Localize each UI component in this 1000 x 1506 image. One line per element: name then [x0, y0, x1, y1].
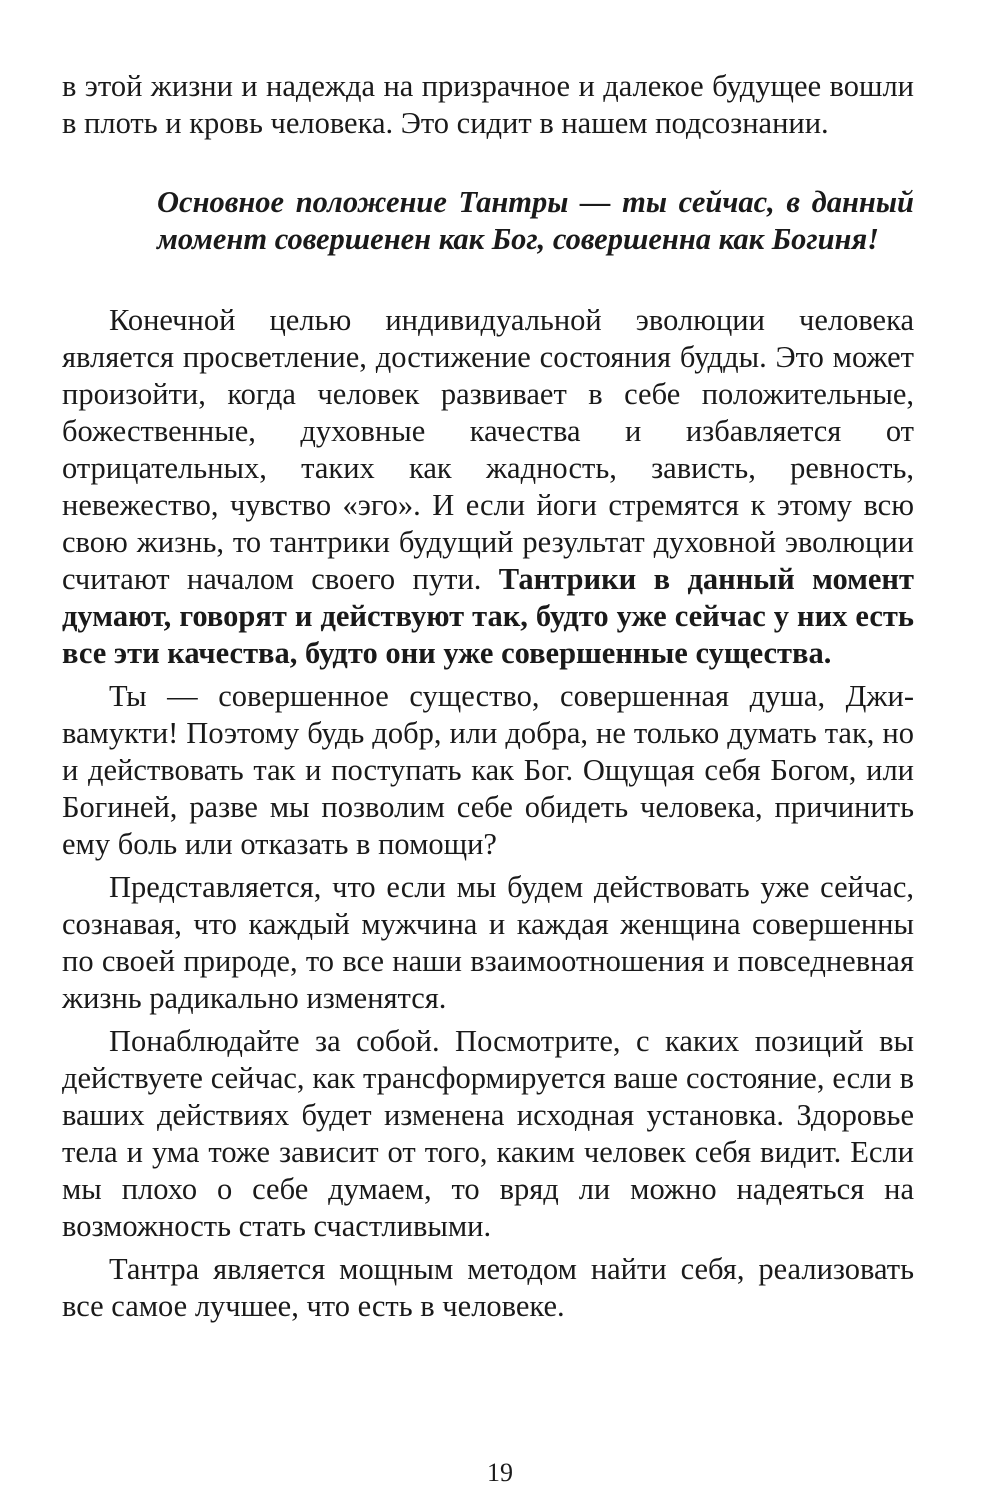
paragraph-1-bold-text: Тантрики в данный момент думают, говорят и действуют так, будто уже сейчас у них есть все эти качества, будто они уже совершенные существа. [62, 562, 914, 670]
page-number: 19 [487, 1458, 513, 1487]
page-body [62, 68, 914, 1478]
paragraph-3: Представляется, что если мы будем действовать уже сейчас, сознавая, что каждый мужчина и каждая женщина совершенны по своей природе, то все наши взаимоотношения и повседневная жизнь радикально изменятся. [62, 870, 914, 1015]
paragraph-2: Ты — совершенное существо, совершенная душа, Дживамукти! Поэтому будь добр, или добра, не только думать так, но и действовать так и поступать как Бог. Ощущая себя Богом, или Богиней, разве мы позволим себе обидеть человека, причинить ему боль или отказать в помощи? [62, 679, 914, 861]
emphasis-quote: Основное положение Тантры — ты сейчас, в данный момент совершенен как Бог, совершенна как Богиня! [157, 185, 914, 256]
paragraph-1-text: Конечной целью индивидуальной эволюции человека является просветление, достижение состояния будды. Это может произойти, когда человек развивает в себе положительные, божественные, духовные качества и избавляется от отрицательных, таких как жадность, зависть, ревность, невежество, чувство «эго». И если йоги стремятся к этому всю свою жизнь, то тантрики будущий результат духовной эволюции считают началом своего пути. [62, 303, 914, 596]
paragraph-1 [62, 302, 914, 672]
intro-paragraph: в этой жизни и надежда на призрачное и далекое будущее вошли в плоть и кровь человека. Это сидит в нашем подсознании. [62, 69, 914, 140]
paragraph-5: Тантра является мощным методом найти себя, реализовать все самое лучшее, что есть в человеке. [62, 1252, 914, 1323]
paragraph-4: Понаблюдайте за собой. Посмотрите, с каких позиций вы действуете сейчас, как трансформируется ваше состояние, если в ваших действиях будет изменена исходная установка. Здоровье тела и ума тоже зависит от того, каким человек себя видит. Если мы плохо о себе думаем, то вряд ли можно надеяться на возможность стать счастливыми. [62, 1024, 914, 1243]
